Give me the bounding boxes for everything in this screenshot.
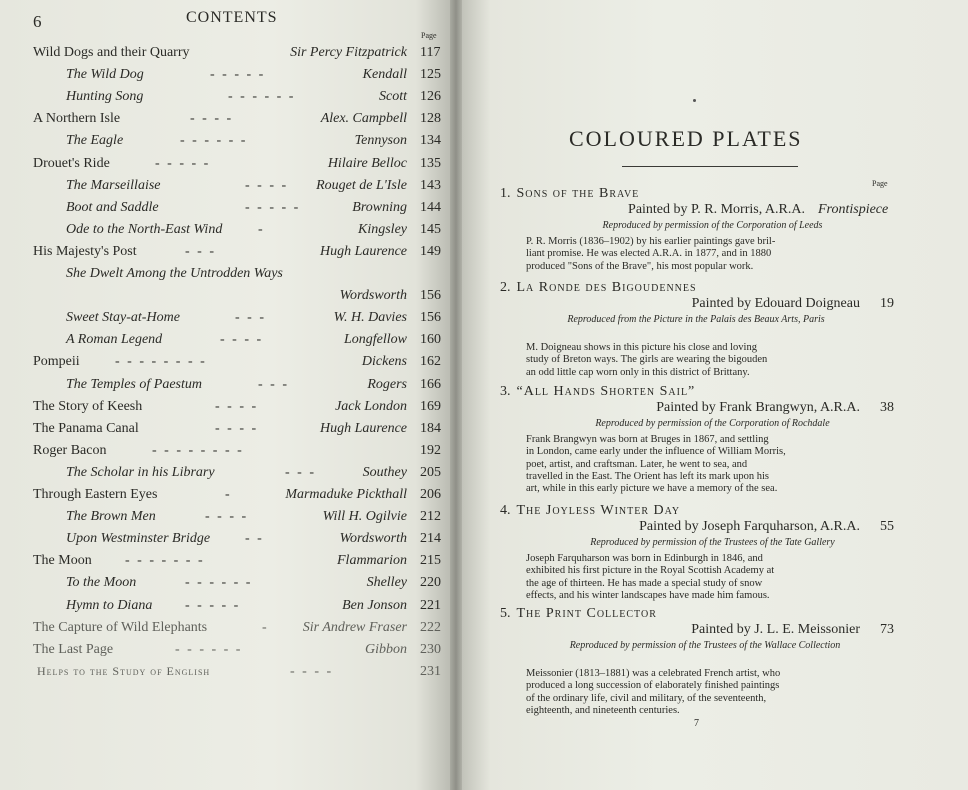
contents-entry [0, 531, 452, 553]
plate-name: La Ronde des Bigoudennes [516, 280, 697, 295]
plate-description [526, 342, 866, 379]
leader-dashes: - [262, 619, 269, 635]
plate-title [500, 186, 639, 202]
plate-name: Sons of the Brave [516, 186, 640, 201]
contents-entry [0, 509, 452, 531]
entry-page: 205 [420, 464, 441, 480]
entry-page: 231 [420, 663, 441, 679]
entry-page: 143 [420, 177, 441, 193]
entry-page: 144 [420, 199, 441, 215]
leader-dashes: - [225, 487, 232, 502]
reproduction-credit: Reproduced by permission of the Corporation of Leeds [602, 220, 823, 231]
plate-description [526, 553, 866, 602]
leader-dashes: - - - - - - - [125, 553, 205, 569]
contents-entry [0, 266, 452, 288]
leader-dashes: - - - - - [210, 67, 266, 83]
contents-entry [0, 642, 452, 664]
entry-author: Wordsworth [339, 288, 407, 304]
leader-dashes: - - - [235, 310, 266, 326]
description-line: Joseph Farquharson was born in Edinburgh in 1846, and [526, 553, 763, 564]
entry-title: The Temples of Paestum [66, 376, 202, 392]
contents-entry [0, 222, 452, 244]
entry-page: 184 [420, 420, 441, 436]
coloured-plates-title: COLOURED PLATES [569, 126, 803, 151]
description-line: liant promise. He was elected A.R.A. in 1877, and in 1880 [526, 248, 772, 260]
painted-by: Painted by Joseph Farquharson, A.R.A. [639, 519, 860, 534]
leader-dashes: - - [245, 531, 264, 547]
entry-title: The Wild Dog [66, 67, 144, 83]
entry-title: Sweet Stay-at-Home [66, 310, 180, 326]
entry-author: Shelley [366, 575, 407, 591]
description-line: in London, came early under the influence of William Morris, [526, 446, 786, 458]
entry-title: The Moon [33, 553, 92, 569]
entry-title: A Roman Legend [66, 332, 163, 348]
entry-author: Hilaire Belloc [327, 155, 407, 171]
entry-page: 135 [420, 155, 441, 171]
plate-number: 1. [500, 186, 511, 201]
leader-dashes: - - - - - [245, 199, 301, 215]
plate-name: The Joyless Winter Day [516, 503, 681, 518]
entry-author: Rogers [367, 376, 407, 392]
contents-entry [0, 288, 452, 310]
description-line: produced a long succession of elaborately finished paintings [526, 680, 780, 692]
contents-entry [0, 421, 452, 443]
plate-title [500, 384, 695, 400]
entry-title: Pompeii [33, 354, 80, 370]
contents-entry [0, 67, 452, 89]
entry-author: Tennyson [354, 133, 407, 149]
description-line: eighteenth, and nineteenth centuries. [526, 704, 680, 716]
leader-dashes: - - - - - - [185, 575, 253, 591]
contents-entry [0, 310, 452, 332]
leader-dashes: - - - - [215, 420, 259, 436]
description-line: study of Breton ways. The girls are wearing the bigouden [526, 354, 768, 366]
contents-entry [0, 332, 452, 354]
description-line: M. Doigneau shows in this picture his close and loving [526, 342, 757, 353]
entry-page: 126 [420, 89, 441, 105]
leader-dashes: - - - - - [185, 597, 241, 613]
entry-page: 162 [420, 354, 441, 370]
entry-page: 160 [420, 332, 441, 348]
entry-page: 206 [420, 487, 441, 502]
contents-entry [0, 598, 452, 620]
entry-title: The Eagle [66, 133, 124, 149]
contents-entry [0, 399, 452, 421]
entry-author: Hugh Laurence [320, 420, 407, 436]
page-column-label-left: Page [421, 31, 437, 40]
entry-page: 169 [420, 398, 441, 414]
plate-page: 55 [880, 519, 894, 534]
entry-page: 220 [420, 575, 441, 591]
reproduction-credit: Reproduced by permission of the Corporation of Rochdale [595, 418, 830, 429]
entry-page: 212 [420, 509, 441, 525]
plate-number: 4. [500, 503, 511, 518]
leader-dashes: - - - - - - [175, 641, 243, 657]
entry-title: Ode to the North-East Wind [66, 221, 223, 237]
leader-dashes: - - - - - - - - [115, 354, 207, 370]
contents-entry [0, 487, 452, 509]
contents-entry [0, 178, 452, 200]
painted-by: Painted by Edouard Doigneau [691, 296, 860, 311]
entry-title: Roger Bacon [33, 442, 107, 458]
plate-number: 2. [500, 280, 511, 295]
entry-author: Gibbon [365, 641, 407, 657]
entry-title: Helps to the Study of English [37, 663, 211, 678]
leader-dashes: - [258, 221, 265, 237]
leader-dashes: - - - - - - - - [152, 442, 244, 458]
entry-title: She Dwelt Among the Untrodden Ways [66, 266, 283, 281]
contents-entry [0, 200, 452, 222]
right-page-number: 7 [694, 718, 699, 729]
print-speck [693, 99, 696, 102]
leader-dashes: - - - - - - [228, 89, 296, 105]
entry-author: Ben Jonson [342, 597, 407, 613]
entry-author: Kendall [362, 67, 407, 83]
contents-entry [0, 89, 452, 111]
leader-dashes: - - - - [190, 111, 234, 127]
entry-author: Southey [362, 464, 407, 480]
plate-page: 19 [880, 296, 894, 311]
description-line: of the ordinary life, civil and military, of the seventeenth, [526, 692, 767, 704]
entry-title: The Scholar in his Library [66, 464, 215, 480]
reproduction-credit: Reproduced by permission of the Trustees of the Tate Gallery [590, 537, 835, 548]
reproduction-credit: Reproduced from the Picture in the Palais des Beaux Arts, Paris [567, 314, 825, 325]
entry-page: 166 [420, 376, 441, 392]
leader-dashes: - - - [185, 243, 216, 259]
plate-description [526, 668, 866, 717]
entry-title: Hymn to Diana [66, 597, 153, 613]
leader-dashes: - - - [285, 464, 316, 480]
plate-page: 38 [880, 400, 894, 415]
description-line: the age of thirteen. He has made a special study of snow [526, 577, 763, 589]
contents-entry [0, 553, 452, 575]
leader-dashes: - - - [258, 376, 289, 392]
contents-entry [0, 156, 452, 178]
leader-dashes: - - - - - - [180, 133, 248, 149]
description-line: art, while in this early picture we have a memory of the sea. [526, 483, 778, 495]
plate-number: 5. [500, 606, 511, 621]
entry-title: Wild Dogs and their Quarry [33, 45, 190, 60]
left-page-number: 6 [33, 12, 42, 31]
leader-dashes: - - - - [215, 398, 259, 414]
description-line: poet, artist, and craftsman. Later, he went to sea, and [526, 458, 748, 470]
entry-page: 192 [420, 442, 441, 458]
entry-author: Scott [379, 89, 407, 105]
entry-author: Sir Percy Fitzpatrick [290, 45, 407, 60]
plate-description [526, 434, 866, 495]
entry-author: Alex. Campbell [320, 111, 407, 127]
entry-page: 134 [420, 133, 441, 149]
plate-page: 73 [880, 622, 894, 637]
entry-title: The Story of Keesh [33, 398, 143, 414]
entry-author: Kingsley [358, 221, 407, 237]
contents-entry [0, 575, 452, 597]
entry-title: The Last Page [33, 641, 114, 657]
description-line: an odd little cap worn only in this district of Brittany. [526, 366, 750, 378]
entry-author: Will H. Ogilvie [322, 509, 407, 525]
entry-page: 128 [420, 111, 441, 127]
contents-entry [0, 620, 452, 642]
entry-page: 215 [420, 553, 441, 569]
entry-author: Sir Andrew Fraser [302, 619, 407, 635]
entry-page: 214 [420, 531, 441, 547]
entry-author: Jack London [335, 398, 407, 414]
description-line: effects, and his winter landscapes have made him famous. [526, 589, 770, 601]
leader-dashes: - - - - - [155, 155, 211, 171]
entry-author: Wordsworth [339, 531, 407, 547]
description-line: Meissonier (1813–1881) was a celebrated French artist, who [526, 668, 781, 679]
leader-dashes: - - - - [245, 177, 289, 193]
title-rule [622, 166, 798, 167]
plate-page: Frontispiece [818, 202, 889, 217]
entry-page: 222 [420, 619, 441, 635]
contents-title: CONTENTS [186, 9, 278, 26]
entry-author: Rouget de L'Isle [316, 177, 407, 193]
entry-author: Hugh Laurence [320, 243, 407, 259]
contents-entry [0, 377, 452, 399]
description-line: produced "Sons of the Brave", his most popular work. [526, 260, 754, 272]
entry-title: Through Eastern Eyes [33, 487, 158, 502]
painted-by: Painted by P. R. Morris, A.R.A. [628, 202, 805, 217]
entry-author: Longfellow [343, 332, 407, 348]
entry-title: Boot and Saddle [66, 199, 159, 215]
painted-by: Painted by Frank Brangwyn, A.R.A. [656, 400, 860, 415]
contents-entry [0, 465, 452, 487]
leader-dashes: - - - - [205, 509, 249, 525]
entry-title: Drouet's Ride [33, 155, 110, 171]
contents-entry [0, 133, 452, 155]
entry-title: His Majesty's Post [33, 243, 137, 259]
plate-name: The Print Collector [516, 606, 657, 621]
contents-entry [0, 443, 452, 465]
entry-title: Hunting Song [66, 89, 144, 105]
entry-author: Flammarion [337, 553, 407, 569]
plate-name: “All Hands Shorten Sail” [516, 384, 696, 399]
contents-entry [0, 244, 452, 266]
contents-entry [0, 111, 452, 133]
contents-entry [0, 354, 452, 376]
painted-by: Painted by J. L. E. Meissonier [691, 622, 860, 637]
entry-page: 117 [420, 45, 441, 60]
plate-title [500, 503, 680, 519]
entry-title: The Brown Men [66, 509, 156, 525]
description-line: travelled in the East. The Orient has left its mark upon his [526, 470, 769, 482]
entry-title: The Marseillaise [66, 177, 161, 193]
entry-page: 156 [420, 310, 441, 326]
page-column-label-right: Page [872, 179, 888, 188]
entry-page: 125 [420, 67, 441, 83]
plate-number: 3. [500, 384, 511, 399]
plate-description [526, 236, 866, 273]
entry-page: 230 [420, 641, 441, 657]
contents-entry [0, 45, 452, 67]
description-line: Frank Brangwyn was born at Bruges in 1867, and settling [526, 434, 769, 445]
description-line: P. R. Morris (1836–1902) by his earlier paintings gave bril- [526, 236, 776, 247]
leader-dashes: - - - - [290, 663, 334, 679]
entry-author: W. H. Davies [333, 310, 407, 326]
entry-title: To the Moon [66, 575, 137, 591]
entry-title: The Panama Canal [33, 420, 139, 436]
entry-title: The Capture of Wild Elephants [33, 619, 208, 635]
entry-page: 221 [420, 597, 441, 613]
plate-title [500, 280, 697, 296]
entry-author: Marmaduke Pickthall [285, 487, 407, 502]
entry-title: A Northern Isle [33, 111, 121, 127]
entry-author: Dickens [361, 354, 407, 370]
entry-page: 149 [420, 243, 441, 259]
description-line: exhibited his first picture in the Royal Scottish Academy at [526, 565, 775, 577]
reproduction-credit: Reproduced by permission of the Trustees of the Wallace Collection [569, 640, 841, 651]
entry-title: Upon Westminster Bridge [66, 531, 211, 547]
entry-page: 145 [420, 221, 441, 237]
entry-page: 156 [420, 288, 441, 304]
plate-title [500, 606, 657, 622]
leader-dashes: - - - - [220, 332, 264, 348]
entry-author: Browning [352, 199, 407, 215]
contents-entry [0, 664, 452, 686]
